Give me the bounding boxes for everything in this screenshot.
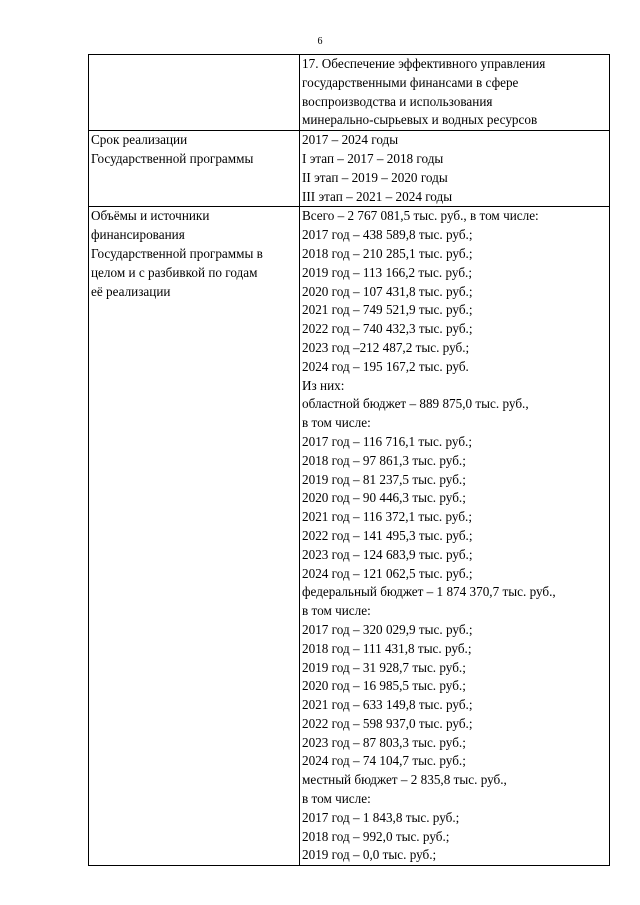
- text-line: 2017 – 2024 годы: [302, 132, 399, 148]
- text-line: III этап – 2021 – 2024 годы: [302, 188, 453, 204]
- text-line: минерально-сырьевых и водных ресурсов: [302, 112, 538, 128]
- table-row: [89, 131, 610, 207]
- text-line: 2019 год – 81 237,5 тыс. руб.;: [302, 471, 466, 487]
- text-line: в том числе:: [302, 791, 371, 807]
- text-line: 2021 год – 116 372,1 тыс. руб.;: [302, 509, 473, 525]
- row-label: [89, 55, 300, 131]
- row-label: [89, 131, 300, 207]
- text-line: 2019 год – 31 928,7 тыс. руб.;: [302, 659, 466, 675]
- text-line: 2024 год – 74 104,7 тыс. руб.;: [302, 753, 466, 769]
- text-line: 2019 год – 0,0 тыс. руб.;: [302, 847, 437, 863]
- text-line: Государственной программы: [91, 150, 254, 166]
- text-line: Объёмы и источники: [91, 208, 210, 224]
- text-line: 17. Обеспечение эффективного управления: [302, 56, 546, 71]
- text-line: 2018 год – 97 861,3 тыс. руб.;: [302, 452, 466, 468]
- text-line: финансирования: [91, 227, 185, 243]
- program-passport-table: [88, 54, 610, 866]
- row-value: [300, 55, 610, 131]
- table-row: [89, 207, 610, 866]
- text-line: 2023 год – 87 803,3 тыс. руб.;: [302, 734, 466, 750]
- text-line: 2022 год – 141 495,3 тыс. руб.;: [302, 527, 473, 543]
- text-line: Всего – 2 767 081,5 тыс. руб., в том числе:: [302, 208, 539, 224]
- text-line: целом и с разбивкой по годам: [91, 264, 258, 280]
- text-line: 2018 год – 992,0 тыс. руб.;: [302, 828, 450, 844]
- text-line: 2017 год – 438 589,8 тыс. руб.;: [302, 227, 473, 243]
- text-line: государственными финансами в сфере: [302, 74, 519, 90]
- text-line: 2017 год – 320 029,9 тыс. руб.;: [302, 621, 473, 637]
- text-line: в том числе:: [302, 415, 371, 431]
- text-line: местный бюджет – 2 835,8 тыс. руб.,: [302, 772, 507, 788]
- text-line: 2023 год –212 487,2 тыс. руб.;: [302, 339, 470, 355]
- text-line: 2017 год – 1 843,8 тыс. руб.;: [302, 809, 460, 825]
- table-row: [89, 55, 610, 131]
- text-line: 2020 год – 90 446,3 тыс. руб.;: [302, 490, 466, 506]
- text-line: 2021 год – 633 149,8 тыс. руб.;: [302, 697, 473, 713]
- text-line: II этап – 2019 – 2020 годы: [302, 169, 448, 185]
- text-line: Срок реализации: [91, 132, 188, 148]
- text-line: областной бюджет – 889 875,0 тыс. руб.,: [302, 396, 529, 412]
- row-value: [300, 131, 610, 207]
- text-line: 2020 год – 107 431,8 тыс. руб.;: [302, 283, 473, 299]
- text-line: 2022 год – 598 937,0 тыс. руб.;: [302, 715, 473, 731]
- row-value: [300, 207, 610, 866]
- text-line: 2023 год – 124 683,9 тыс. руб.;: [302, 546, 473, 562]
- text-line: в том числе:: [302, 603, 371, 619]
- text-line: 2018 год – 111 431,8 тыс. руб.;: [302, 640, 472, 656]
- text-line: I этап – 2017 – 2018 годы: [302, 150, 444, 166]
- text-line: Государственной программы в: [91, 245, 263, 261]
- text-line: 2021 год – 749 521,9 тыс. руб.;: [302, 302, 473, 318]
- text-line: её реализации: [91, 283, 171, 299]
- text-line: 2024 год – 121 062,5 тыс. руб.;: [302, 565, 473, 581]
- text-line: Из них:: [302, 377, 345, 393]
- page-number: 6: [317, 36, 323, 47]
- text-line: 2017 год – 116 716,1 тыс. руб.;: [302, 433, 473, 449]
- text-line: 2022 год – 740 432,3 тыс. руб.;: [302, 321, 473, 337]
- text-line: воспроизводства и использования: [302, 93, 493, 109]
- text-line: 2024 год – 195 167,2 тыс. руб.: [302, 358, 469, 374]
- text-line: 2020 год – 16 985,5 тыс. руб.;: [302, 678, 466, 694]
- text-line: федеральный бюджет – 1 874 370,7 тыс. руб.,: [302, 584, 556, 600]
- row-label: [89, 207, 300, 866]
- text-line: 2018 год – 210 285,1 тыс. руб.;: [302, 245, 473, 261]
- text-line: 2019 год – 113 166,2 тыс. руб.;: [302, 264, 473, 280]
